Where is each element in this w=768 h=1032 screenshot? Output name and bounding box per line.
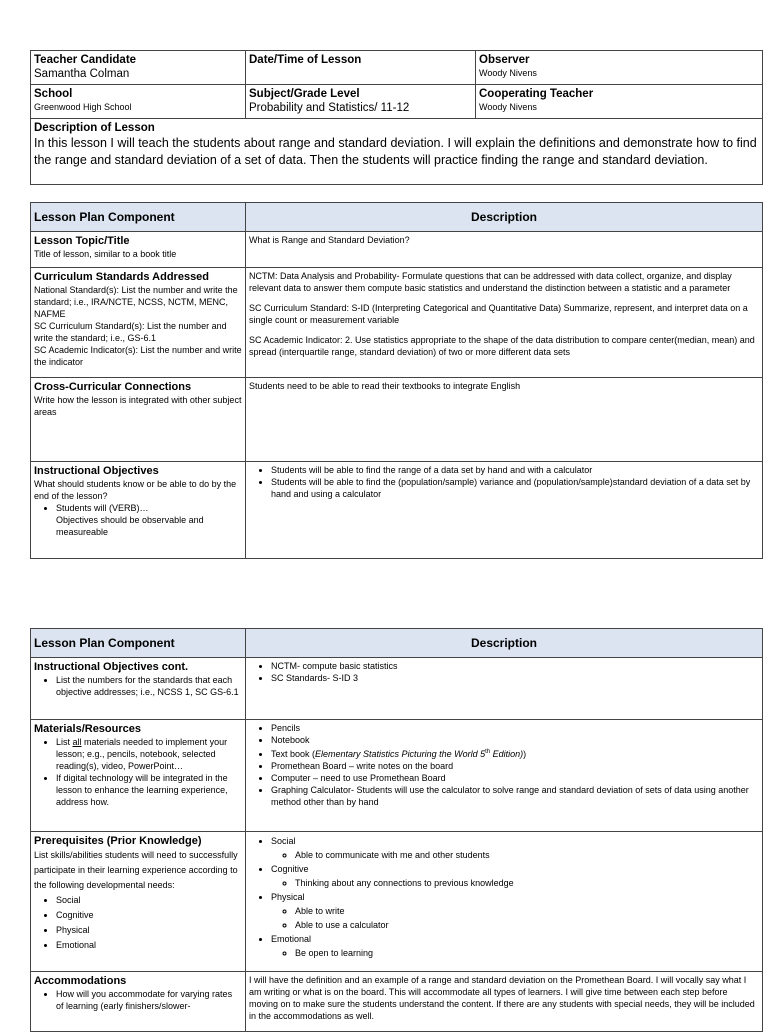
curriculum-value-nctm: NCTM: Data Analysis and Probability- Formulate questions that can be addressed with data collect, organize, and display relevant data to answer them compute basic statistics and understand the distinction between a statistic and a parameter [249,271,732,293]
curriculum-component-cell [31,268,246,378]
cross-hint: Write how the lesson is integrated with other subject areas [34,395,242,417]
col-header-description: Description [246,203,763,232]
curriculum-hint-sc-standard: SC Curriculum Standard(s): List the number and write the standard; i.e., GS-6.1 [34,321,227,343]
prereq-item-emotional: • Emotional ◦ Be open to learning [271,932,759,960]
objectives-list [249,464,759,500]
school-label: School [34,88,73,100]
coop-teacher-label: Cooperating Teacher [479,88,594,100]
objectives-hint-item: Objectives should be observable and measureable [56,515,204,537]
objectives-hint-list [34,502,242,538]
date-time-cell [246,51,476,85]
prereq-hint-item: • Cognitive [56,908,242,923]
date-time-label: Date/Time of Lesson [249,54,362,66]
teacher-candidate-value: Samantha Colman [34,68,130,80]
lesson-info-table [30,50,763,185]
prereq-item-physical: • Physical ◦ Able to write ◦ Able to use a calculator [271,890,759,932]
teacher-candidate-cell [31,51,246,85]
materials-hint: • If digital technology will be integrated in the lesson to enhance the learning experience, address how. [56,772,242,808]
objectives-hint: What should students know or be able to do by the end of the lesson? [34,479,237,501]
subject-value: Probability and Statistics/ 11-12 [249,102,410,114]
cross-component-cell [31,378,246,462]
coop-teacher-cell [476,85,763,119]
prereq-hint-item: • Physical [56,923,242,938]
objcont-title: Instructional Objectives cont. [34,661,189,673]
lesson-plan-table-1 [30,202,763,559]
subject-label: Subject/Grade Level [249,88,360,100]
curriculum-hint-national: National Standard(s): List the number and write the standard; i.e., IRA/NCTE, NCSS, NCTM, MENC, NAFME [34,285,238,319]
curriculum-title: Curriculum Standards Addressed [34,271,210,283]
school-value: Greenwood High School [34,102,132,112]
objcont-list [249,660,759,684]
topic-hint: Title of lesson, similar to a book title [34,249,177,259]
description-label: Description of Lesson [34,122,155,134]
accom-hint: • How will you accommodate for varying rates of learning (early finishers/slower- [56,988,242,1012]
prereq-component-cell [31,832,246,972]
materials-component-cell [31,720,246,832]
prereq-subitem: ◦ Able to write [295,904,759,918]
objectives-component-cell [31,462,246,559]
prereq-subitem: ◦ Able to communicate with me and other students [295,848,759,862]
description-cell [31,119,763,185]
accom-component-cell [31,972,246,1032]
materials-hint-list [34,736,242,808]
prereq-list [249,834,759,960]
observer-label: Observer [479,54,530,66]
lesson-plan-table-2 [30,628,763,1032]
observer-value: Woody Nivens [479,68,537,78]
col-header-component: Lesson Plan Component [31,629,246,658]
description-value: In this lesson I will teach the students about range and standard deviation. I will explain the definitions and demonstrate how to find the range and standard deviation of a set of data. Then the students will practice finding the range and standard deviation. [34,136,757,167]
col-header-description: Description [246,629,763,658]
school-cell [31,85,246,119]
accom-hint-list [34,988,242,1012]
prereq-hint-item: • Emotional [56,938,242,953]
materials-description-cell [246,720,763,832]
curriculum-value-sc-indicator: SC Academic Indicator: 2. Use statistics appropriate to the shape of the data distribution to compare center(median, mean) and spread (interquartile range, standard deviation) of two or more different data sets [249,335,755,357]
objcont-hint-list [34,674,242,698]
objcont-item: • SC Standards- S-ID 3 [271,672,759,684]
material-item: • Computer – need to use Promethean Board [271,772,759,784]
prereq-item-cognitive: • Cognitive ◦ Thinking about any connections to previous knowledge [271,862,759,890]
observer-cell [476,51,763,85]
accom-value: I will have the definition and an example of a range and standard deviation on the Promethean Board. I will vocally say what I am writing or what is on the board. This will accommodate all types of learners. I will give time between each step before moving on to make sure the students understand the content. If there are any students with special needs, they will be included in the accommodations as well. [246,972,763,1032]
objectives-title: Instructional Objectives [34,465,159,477]
objectives-description-cell [246,462,763,559]
material-item: • Text book (Elementary Statistics Picturing the World 5th Edition)) [271,746,759,760]
prereq-hint-item: • Social [56,893,242,908]
material-item: • Notebook [271,734,759,746]
objective-item: • Students will be able to find the range of a data set by hand and with a calculator [271,464,759,476]
prereq-subitem: ◦ Thinking about any connections to previous knowledge [295,876,759,890]
prereq-subitem: ◦ Able to use a calculator [295,918,759,932]
objcont-component-cell [31,658,246,720]
objective-item: • Students will be able to find the (population/sample) variance and (population/sample)standard deviation of a data set by hand and using a calculator [271,476,759,500]
curriculum-value-sc-standard: SC Curriculum Standard: S-ID (Interpreting Categorical and Quantitative Data) Summarize, represent, and interpret data on a single count or measurement variable [249,303,748,325]
prereq-hint-list [34,893,242,953]
prereq-title: Prerequisites (Prior Knowledge) [34,835,202,847]
curriculum-description-cell [246,268,763,378]
objcont-hint: • List the numbers for the standards that each objective addresses; i.e., NCSS 1, SC GS-6.1 [56,674,242,698]
topic-value: What is Range and Standard Deviation? [246,232,763,268]
objcont-description-cell [246,658,763,720]
cross-title: Cross-Curricular Connections [34,381,192,393]
topic-component-cell [31,232,246,268]
prereq-description-cell [246,832,763,972]
material-item: • Graphing Calculator- Students will use the calculator to solve range and standard deviation of sets of data using another method other than by hand [271,784,759,808]
objectives-hint-item: • Students will (VERB)… [56,502,242,514]
materials-list [249,722,759,808]
prereq-item-social: • Social ◦ Able to communicate with me and other students [271,834,759,862]
subject-cell [246,85,476,119]
curriculum-hint-sc-indicator: SC Academic Indicator(s): List the number and write the indicator [34,345,242,367]
materials-title: Materials/Resources [34,723,141,735]
topic-title: Lesson Topic/Title [34,235,130,247]
teacher-candidate-label: Teacher Candidate [34,54,137,66]
material-item: • Promethean Board – write notes on the board [271,760,759,772]
cross-value: Students need to be able to read their textbooks to integrate English [246,378,763,462]
col-header-component: Lesson Plan Component [31,203,246,232]
accom-title: Accommodations [34,975,127,987]
objcont-item: • NCTM- compute basic statistics [271,660,759,672]
coop-teacher-value: Woody Nivens [479,102,537,112]
prereq-subitem: ◦ Be open to learning [295,946,759,960]
material-item: • Pencils [271,722,759,734]
prereq-hint: List skills/abilities students will need to successfully participate in their learning experience according to the following developmental needs: [34,850,238,890]
materials-hint: • List all materials needed to implement your lesson; e.g., pencils, notebook, selected reading(s), video, PowerPoint… [56,736,242,772]
